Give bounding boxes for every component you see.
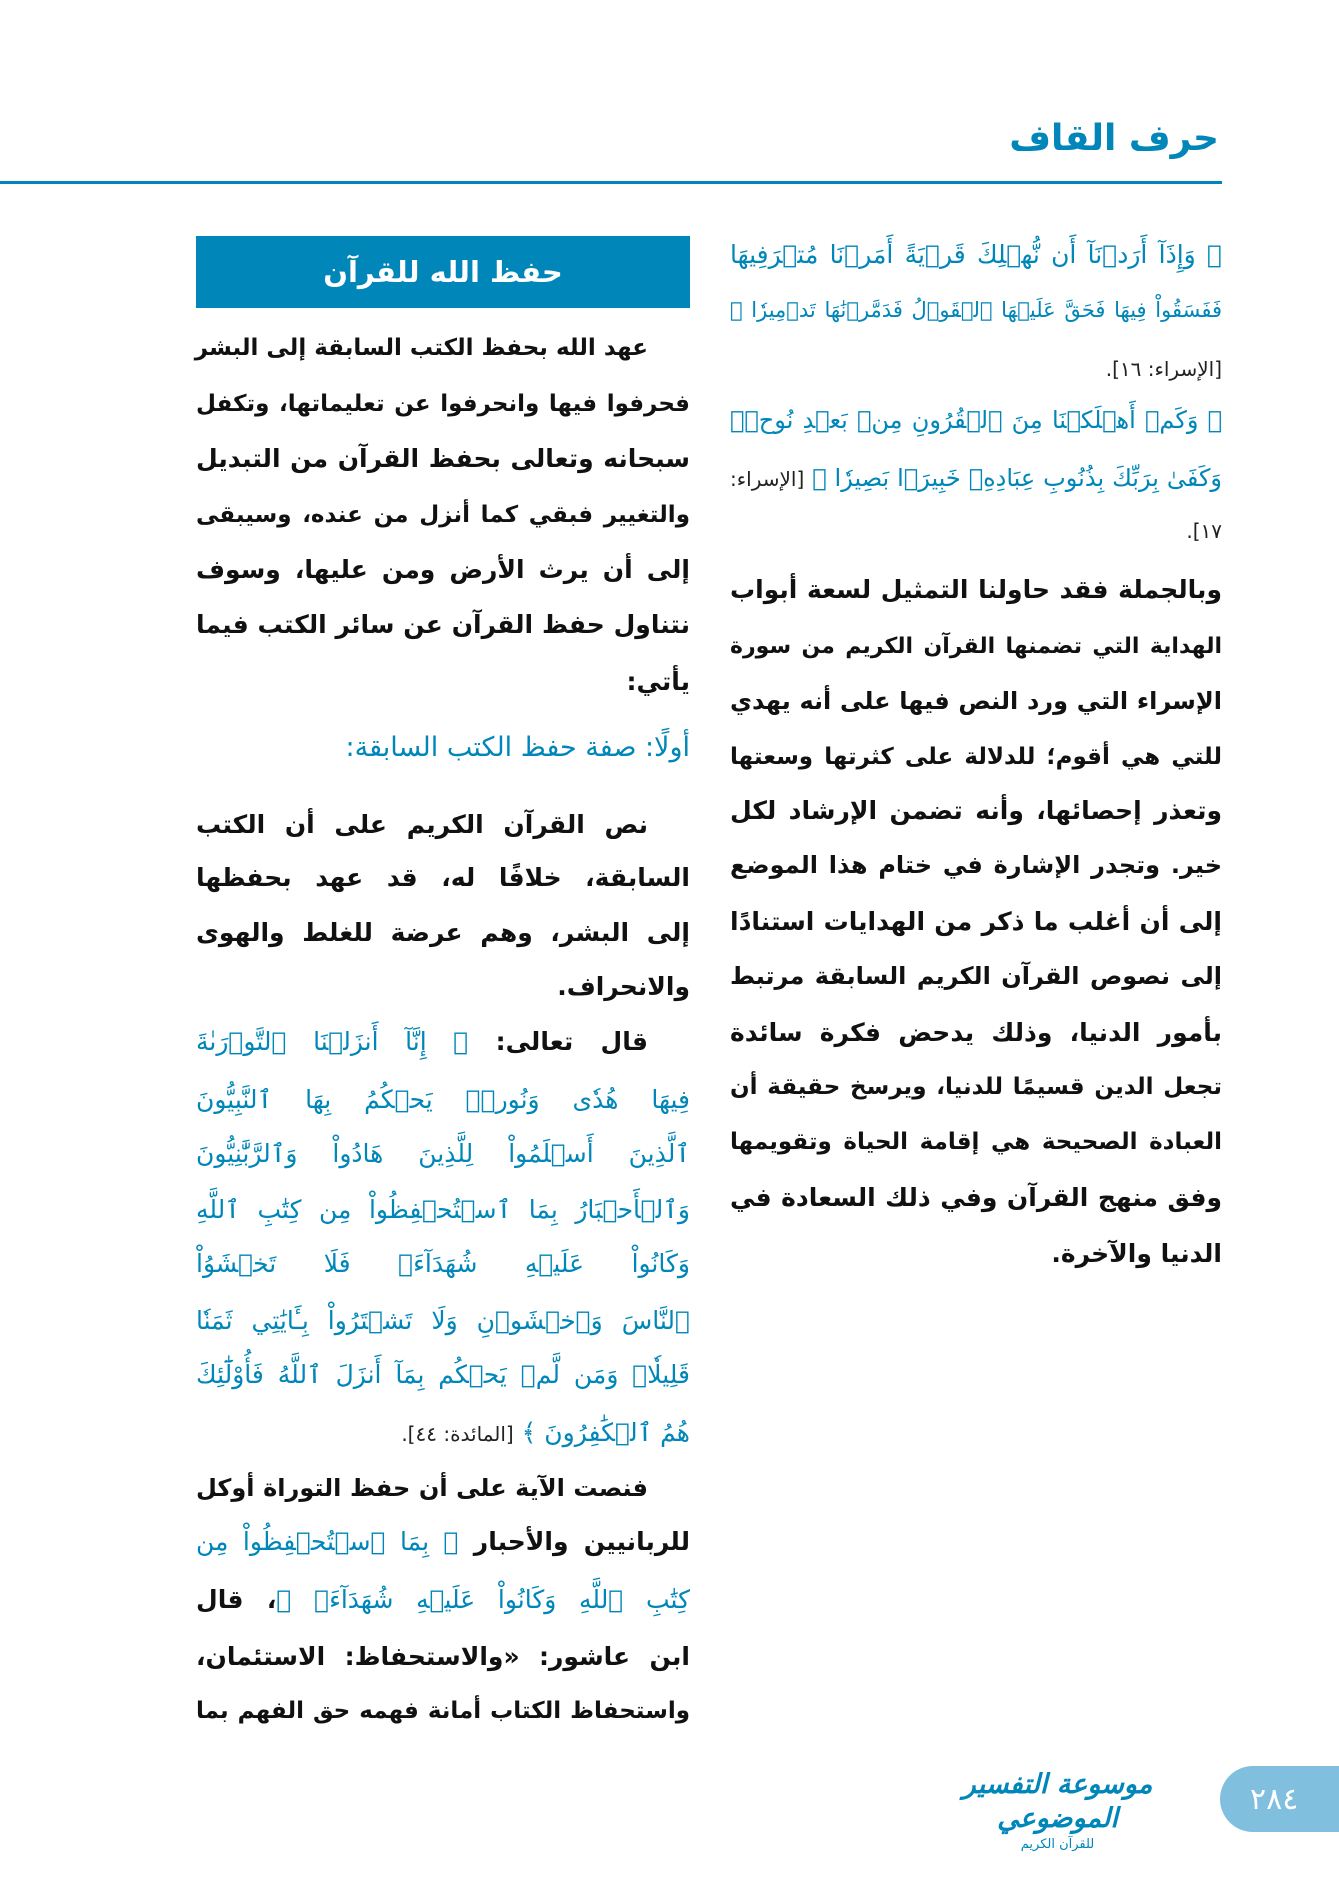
body-text: والتغيير فبقي كما أنزل من عنده، وسيبقى: [196, 502, 690, 528]
quran-verse-text: وَكَانُواْ عَلَيۡهِ شُهَدَآءَۚ فَلَا تَخۡشَوُاْ: [196, 1249, 690, 1278]
quran-verse-text: ٱلَّذِينَ أَسۡلَمُواْ لِلَّذِينَ هَادُواْ وَٱلرَّبَّٰنِيُّونَ: [196, 1139, 690, 1168]
text-line: [196, 1683, 690, 1739]
body-text: العبادة الصحيحة هي إقامة الحياة وتقويمها: [730, 1129, 1222, 1155]
subheading: أولًا: صفة حفظ الكتب السابقة:: [345, 732, 690, 763]
text-line: [730, 948, 1222, 1004]
text-line: [196, 850, 690, 906]
text-line: [196, 1629, 690, 1685]
text-line: [730, 783, 1222, 839]
logo-title: موسوعة التفسير الموضوعي: [962, 1769, 1153, 1834]
body-text: وفق منهج القرآن وفي ذلك السعادة في: [730, 1183, 1222, 1212]
text-line: [730, 562, 1222, 618]
text-line: [196, 797, 690, 853]
body-text: ، قال: [196, 1585, 277, 1614]
text-line: [196, 1405, 690, 1461]
text-line: [196, 1126, 690, 1182]
text-line: [196, 1572, 690, 1628]
body-text: نص القرآن الكريم على أن الكتب: [196, 810, 648, 839]
text-line: [730, 502, 1222, 558]
quran-verse-text: فَفَسَقُواْ فِيهَا فَحَقَّ عَلَيۡهَا ٱلۡقَوۡلُ فَدَمَّرۡنَٰهَا تَدۡمِيرٗا ﴾: [730, 298, 1222, 322]
verse-reference: [المائدة: ٤٤].: [401, 1422, 514, 1446]
text-line: [196, 1347, 690, 1403]
body-text: تجعل الدين قسيمًا للدنيا، ويرسخ حقيقة أن: [730, 1074, 1222, 1100]
text-line: [730, 1114, 1222, 1170]
body-text: ابن عاشور: «والاستحفاظ: الاستئمان،: [196, 1642, 690, 1671]
body-text: خير. وتجدر الإشارة في ختام هذا الموضع: [730, 851, 1222, 879]
body-text: إلى أن يرث الأرض ومن عليها، وسوف: [196, 555, 690, 584]
quran-verse-text: كِتَٰبِ ٱللَّهِ وَكَانُواْ عَلَيۡهِ شُهَدَآءَۚ ﴾: [276, 1585, 690, 1614]
text-line: [196, 1072, 690, 1128]
page-number-badge: [1220, 1766, 1339, 1832]
text-line: [196, 431, 690, 487]
text-line: [196, 1014, 690, 1070]
body-text: فحرفوا فيها وانحرفوا عن تعليماتها، وتكفل: [196, 391, 690, 417]
text-line: [730, 282, 1222, 338]
body-text: وبالجملة فقد حاولنا التمثيل لسعة أبواب: [730, 575, 1222, 604]
quran-verse-text: ﴿ وَإِذَآ أَرَدۡنَآ أَن نُّهۡلِكَ قَرۡيَةً أَمَرۡنَا مُتۡرَفِيهَا: [730, 240, 1222, 269]
quran-verse-text: ﴿ إِنَّآ أَنزَلۡنَا ٱلتَّوۡرَىٰةَ: [196, 1027, 469, 1056]
text-line: [196, 905, 690, 961]
verse-reference: ١٧].: [1186, 519, 1222, 543]
text-line: [730, 1170, 1222, 1226]
encyclopedia-logo: [935, 1768, 1180, 1854]
quran-verse-text: ﴿ بِمَا ٱسۡتُحۡفِظُواْ مِن: [196, 1527, 459, 1556]
body-text: نتناول حفظ القرآن عن سائر الكتب فيما: [196, 610, 690, 639]
text-line: [730, 1005, 1222, 1061]
chapter-title: حرف القاف: [1009, 118, 1219, 159]
body-text: إلى نصوص القرآن الكريم السابقة مرتبط: [730, 962, 1222, 990]
text-line: [196, 1182, 690, 1238]
section-heading-box: [196, 236, 690, 308]
body-text: واستحفاظ الكتاب أمانة فهمه حق الفهم بما: [196, 1698, 690, 1724]
text-line: [196, 376, 690, 432]
body-text: والانحراف.: [557, 972, 690, 1001]
body-text: بأمور الدنيا، وذلك يدحض فكرة سائدة: [730, 1018, 1222, 1047]
text-line: [730, 1226, 1222, 1282]
body-text: إلى البشر، وهم عرضة للغلط والهوى: [196, 918, 690, 947]
section-heading: حفظ الله للقرآن: [323, 255, 563, 289]
text-line: [196, 320, 690, 376]
logo-subtitle: للقرآن الكريم: [1020, 1837, 1095, 1852]
text-line: [196, 959, 690, 1015]
body-text: للربانيين والأحبار: [458, 1527, 690, 1556]
text-line: [730, 673, 1222, 729]
text-line: [730, 894, 1222, 950]
quran-verse-text: هُمُ ٱلۡكَٰفِرُونَ ﴾: [513, 1418, 690, 1447]
text-line: [730, 729, 1222, 785]
quran-verse-text: قَلِيلٗاۚ وَمَن لَّمۡ يَحۡكُم بِمَآ أَنزَلَ ٱللَّهُ فَأُوْلَٰٓئِكَ: [196, 1360, 690, 1389]
body-text: سبحانه وتعالى بحفظ القرآن من التبديل: [196, 444, 690, 473]
text-line: [196, 597, 690, 653]
body-text: إلى أن أغلب ما ذكر من الهدايات استنادًا: [730, 907, 1222, 936]
text-line: [196, 654, 690, 710]
text-line: [730, 340, 1222, 396]
page-number: ٢٨٤: [1250, 1781, 1299, 1817]
text-line: [196, 1460, 690, 1516]
text-line: [730, 227, 1222, 283]
header-divider: [0, 181, 1222, 184]
text-line: [196, 1514, 690, 1570]
body-text: عهد الله بحفظ الكتب السابقة إلى البشر: [194, 335, 648, 361]
text-line: [196, 1293, 690, 1349]
body-text: يأتي:: [626, 667, 690, 696]
body-text: قال تعالى:: [468, 1027, 649, 1056]
quran-verse-text: فِيهَا هُدٗى وَنُورٞۚ يَحۡكُمُ بِهَا ٱلنَّبِيُّونَ: [196, 1085, 690, 1114]
body-text: الإسراء التي ورد النص فيها على أنه يهدي: [730, 687, 1222, 715]
text-line: [730, 837, 1222, 893]
quran-verse-text: وَٱلۡأَحۡبَارُ بِمَا ٱسۡتُحۡفِظُواْ مِن كِتَٰبِ ٱللَّهِ: [196, 1195, 690, 1224]
text-line: [730, 450, 1222, 506]
verse-reference: [الإسراء: ١٦].: [1105, 357, 1222, 381]
text-line: [730, 619, 1222, 675]
text-line: [730, 1059, 1222, 1115]
text-line: [196, 720, 690, 776]
text-line: [196, 487, 690, 543]
text-line: [730, 392, 1222, 448]
quran-verse-text: وَكَفَىٰ بِرَبِّكَ بِذُنُوبِ عِبَادِهِۦ خَبِيرَۢا بَصِيرٗا ﴾: [804, 464, 1222, 492]
body-text: للتي هي أقوم؛ للدلالة على كثرتها وسعتها: [730, 744, 1222, 770]
body-text: فنصت الآية على أن حفظ التوراة أوكل: [196, 1474, 648, 1502]
quran-verse-text: ﴿ وَكَمۡ أَهۡلَكۡنَا مِنَ ٱلۡقُرُونِ مِنۢ بَعۡدِ نُوحٖۗ: [730, 406, 1223, 434]
quran-verse-text: ٱلنَّاسَ وَٱخۡشَوۡنِ وَلَا تَشۡتَرُواْ بِـَٔايَٰتِي ثَمَنٗا: [196, 1306, 690, 1335]
verse-reference: [الإسراء:: [730, 467, 805, 491]
body-text: الدنيا والآخرة.: [1051, 1239, 1222, 1268]
body-text: الهداية التي تضمنها القرآن الكريم من سورة: [730, 634, 1222, 659]
body-text: وتعذر إحصائها، وأنه تضمن الإرشاد لكل: [730, 796, 1222, 825]
body-text: السابقة، خلافًا له، قد عهد بحفظها: [196, 863, 690, 892]
text-line: [196, 542, 690, 598]
text-line: [196, 1236, 690, 1292]
